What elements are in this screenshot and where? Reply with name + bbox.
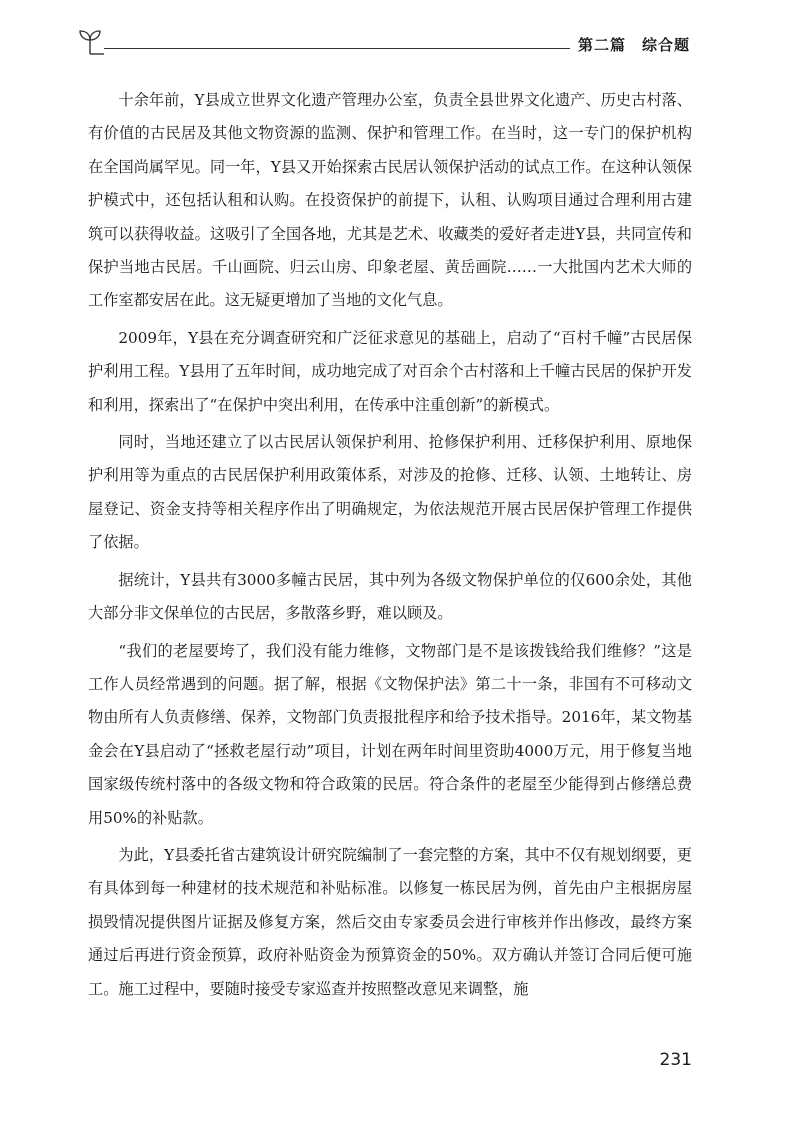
section-title: 第二篇 综合题 [577, 36, 690, 54]
paragraph: 据统计，Y县共有3000多幢古民居，其中列为各级文物保护单位的仅600余处，其他大部分非文保单位的古民居，多散落乡野，难以顾及。 [88, 570, 692, 623]
page-header [78, 28, 690, 62]
page-number: 231 [659, 1050, 692, 1070]
paragraph: 为此，Y县委托省古建筑设计研究院编制了一套完整的方案，其中不仅有规划纲要，更有具体到每一种建材的技术规范和补贴标准。以修复一栋民居为例，首先由户主根据房屋损毁情况提供图片证据及修复方案，然后交由专家委员会进行审核并作出修改，最终方案通过后再进行资金预算，政府补贴资金为预算资金的50%。双方确认并签订合同后便可施工。施工过程中，要随时接受专家巡查并按照整改意见来调整，施 [88, 845, 692, 998]
sprout-icon [78, 28, 112, 58]
paragraph: “我们的老屋要垮了，我们没有能力维修，文物部门是不是该拨钱给我们维修？”这是工作人员经常遇到的问题。据了解，根据《文物保护法》第二十一条，非国有不可移动文物由所有人负责修缮、保养，文物部门负责报批程序和给予技术指导。2016年，某文物基金会在Y县启动了“拯救老屋行动”项目，计划在两年时间里资助4000万元，用于修复当地国家级传统村落中的各级文物和符合政策的民居。符合条件的老屋至少能得到占修缮总费用50%的补贴款。 [88, 641, 692, 827]
paragraph: 十余年前，Y县成立世界文化遗产管理办公室，负责全县世界文化遗产、历史古村落、有价值的古民居及其他文物资源的监测、保护和管理工作。在当时，这一专门的保护机构在全国尚属罕见。同一年，Y县又开始探索古民居认领保护活动的试点工作。在这种认领保护模式中，还包括认租和认购。在投资保护的前提下，认租、认购项目通过合理利用古建筑可以获得收益。这吸引了全国各地，尤其是艺术、收藏类的爱好者走进Y县，共同宣传和保护当地古民居。千山画院、归云山房、印象老屋、黄岳画院……一大批国内艺术大师的工作室都安居在此。这无疑更增加了当地的文化气息。 [88, 91, 692, 310]
paragraph: 同时，当地还建立了以古民居认领保护利用、抢修保护利用、迁移保护利用、原地保护利用等为重点的古民居保护利用政策体系，对涉及的抢修、迁移、认领、土地转让、房屋登记、资金支持等相关程序作出了明确规定，为依法规范开展古民居保护管理工作提供了依据。 [88, 433, 692, 552]
page-body [88, 84, 692, 1010]
paragraph: 2009年，Y县在充分调查研究和广泛征求意见的基础上，启动了“百村千幢”古民居保护利用工程。Y县用了五年时间，成功地完成了对百余个古村落和上千幢古民居的保护开发和利用，探索出了“在保护中突出利用，在传承中注重创新”的新模式。 [88, 328, 692, 414]
header-rule [104, 48, 570, 49]
